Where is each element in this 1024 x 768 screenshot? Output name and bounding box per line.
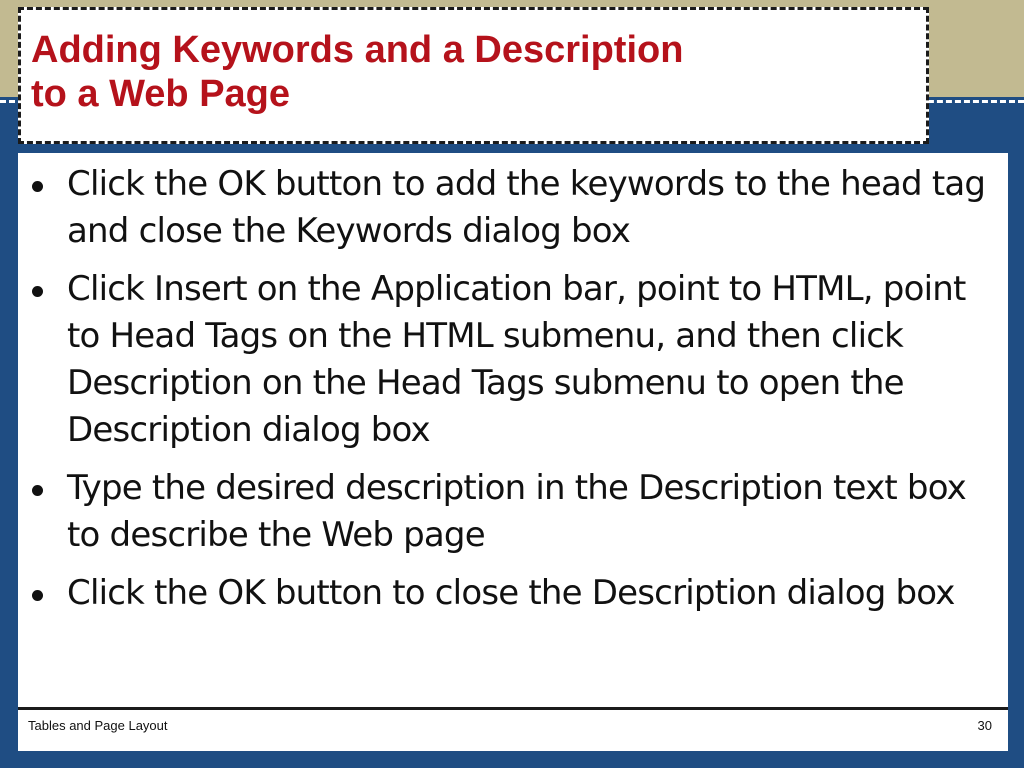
bullet-item: [26, 570, 1001, 617]
bullet-item: [26, 161, 1001, 255]
slide-title-line-1: Adding Keywords and a Description: [31, 29, 684, 71]
bullet-dot-icon: [32, 590, 43, 601]
bullet-text: Click the OK button to add the keywords to the head tag and close the Keywords dialog box: [67, 164, 986, 251]
bullet-text: Click Insert on the Application bar, point to HTML, point to Head Tags on the HTML submenu, and then click Description on the Head Tags submenu to open the Description dialog box: [67, 269, 966, 450]
slide-title-line-2: to a Web Page: [31, 73, 291, 115]
footer-section-title: Tables and Page Layout: [28, 718, 168, 733]
bullet-dot-icon: [32, 181, 43, 192]
bullet-item: [26, 266, 1001, 454]
bullet-dot-icon: [32, 286, 43, 297]
bullet-text: Type the desired description in the Description text box to describe the Web page: [67, 468, 966, 555]
bullet-list: [26, 161, 1001, 628]
bullet-text: Click the OK button to close the Description dialog box: [67, 573, 955, 613]
title-box: [18, 7, 929, 144]
bullet-dot-icon: [32, 485, 43, 496]
slide-footer: [18, 710, 1008, 751]
page-number: 30: [977, 718, 992, 733]
bullet-item: [26, 465, 1001, 559]
slide-title: [31, 28, 926, 116]
